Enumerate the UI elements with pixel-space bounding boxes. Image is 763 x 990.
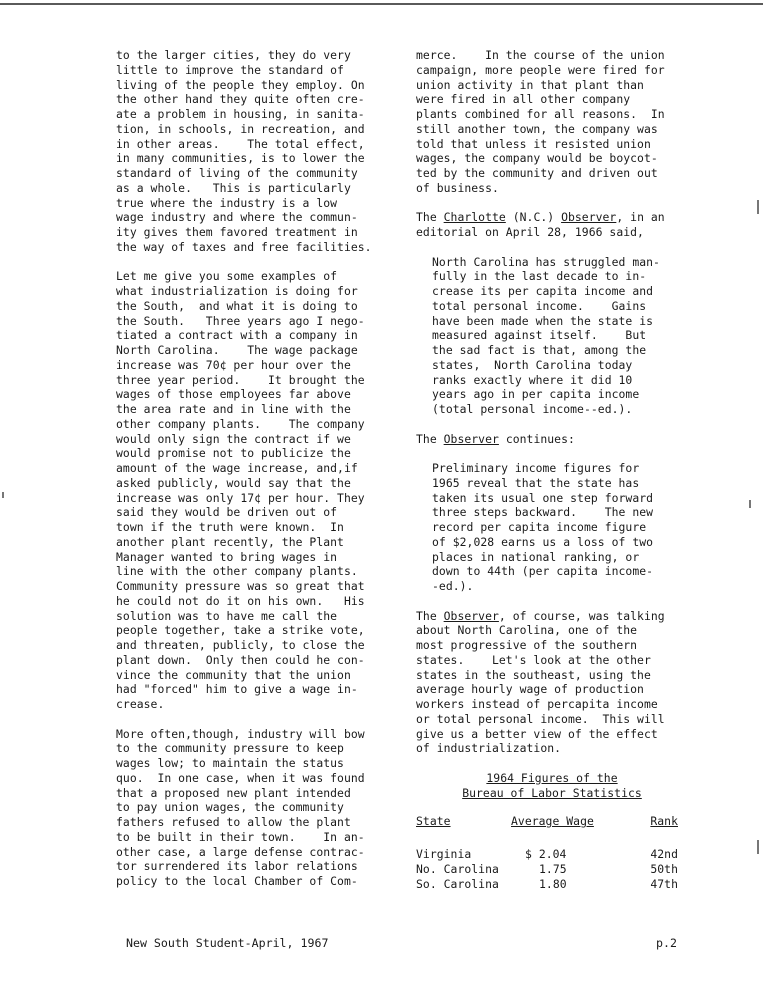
scan-mark [757, 840, 759, 854]
paragraph-observer-closing: The Observer, of course, was talking about North Carolina, one of the most progressive of the southern states. Let's look at the other states in the southeast, using the average hourly wage of production workers instead of percapita income or total personal income. This will give us a better view of the effect of industrialization. [416, 609, 688, 757]
text-line: most progressive of the southern [416, 638, 638, 652]
text-line: the South. Three years ago I nego- [116, 313, 365, 328]
text-line: what industrialization is doing for [116, 284, 358, 298]
text-line: give us a better view of the effect [416, 726, 658, 741]
paragraph-observer-continues: The Observer continues: [416, 431, 575, 446]
text-line: standard of living of the community [116, 166, 358, 180]
text-line: years ago in per capita income [432, 387, 640, 402]
text-line: the South, and what it is doing to [116, 298, 358, 313]
cell-state: No. Carolina [416, 862, 499, 876]
text-line: workers instead of percapita income [416, 697, 658, 711]
text-line: tion, in schools, in recreation, and [116, 121, 365, 136]
text-line: tiated a contract with a company in [116, 328, 358, 343]
text-line: solution was to have me call the [116, 608, 338, 623]
blockquote-editorial [416, 255, 688, 417]
text-line: states in the southeast, using the [416, 667, 651, 682]
text-line: union activity in that plant than [416, 77, 644, 92]
text-line: to the larger cities, they do very [116, 48, 351, 62]
text-line: the area rate and in line with the [116, 402, 351, 416]
text-line: merce. In the course of the union [416, 48, 665, 62]
cell-wage: 1.80 [539, 877, 567, 891]
text-line: of business. [416, 180, 499, 195]
table-row [416, 847, 688, 862]
text-line: three steps backward. The new [432, 505, 654, 520]
text-line: wages low; to maintain the status [116, 756, 344, 770]
quote-editorial-text [432, 255, 688, 417]
text-line: increase was 70¢ per hour over the [116, 357, 351, 372]
paragraph-observer-intro: The Charlotte (N.C.) Observer, in an editorial on April 28, 1966 said, [416, 210, 665, 239]
text-line: he could not do it on his own. His [116, 593, 365, 608]
text-line: were fired in all other company [416, 92, 631, 107]
text-line: said they would be driven out of [116, 505, 338, 520]
text-line: would promise not to publicize the [116, 446, 351, 461]
text-line: ranks exactly where it did 10 [432, 372, 633, 387]
text-line: to be built in their town. In an- [116, 829, 365, 844]
cell-rank: 42nd [650, 847, 678, 861]
text-line: North Carolina has struggled man- [432, 254, 660, 269]
text-line: ity gives them favored treatment in [116, 225, 358, 239]
text-line: wages, the company would be boycot- [416, 151, 658, 166]
text-line: people together, take a strike vote, [116, 623, 365, 638]
cell-state: Virginia [416, 847, 472, 861]
text-line: line with the other company plants. [116, 564, 358, 579]
quote-income-text [432, 461, 688, 594]
text-line: the sad fact is that, among the [432, 343, 647, 357]
text-line: of industrialization. [416, 741, 562, 756]
text-line: tor surrendered its labor relations [116, 859, 358, 874]
text-line: Community pressure was so great that [116, 579, 365, 593]
scan-mark [2, 492, 4, 498]
text-line: More often,though, industry will bow [116, 726, 365, 741]
text-line: that a proposed new plant intended [116, 785, 351, 800]
text-line: in other areas. The total effect, [116, 136, 365, 151]
text-line: Preliminary income figures for [432, 461, 640, 475]
text-line: asked publicly, would say that the [116, 475, 351, 490]
text-line: still another town, the company was [416, 121, 658, 136]
text-line: town if the truth were known. In [116, 520, 344, 534]
table-row [416, 862, 688, 877]
cell-wage: $ 2.04 [525, 847, 567, 861]
text-line: average hourly wage of production [416, 682, 644, 697]
text-line: plants combined for all reasons. In [416, 107, 665, 121]
table-row [416, 877, 688, 892]
text-line: other case, a large defense contrac- [116, 844, 365, 859]
newspaper-name-observer: Observer [561, 210, 617, 225]
text-line: quo. In one case, when it was found [116, 770, 365, 785]
scan-mark [757, 200, 759, 214]
text-line: of $2,028 earns us a loss of two [432, 534, 654, 549]
blockquote-income-figures [416, 461, 688, 594]
newspaper-name-charlotte: Charlotte [443, 210, 506, 225]
text-line: little to improve the standard of [116, 62, 344, 77]
text-line: taken its usual one step forward [432, 490, 654, 505]
text-line: the way of taxes and free facilities. [116, 239, 372, 254]
paragraph-more-often [116, 727, 386, 889]
text-line: in many communities, is to lower the [116, 151, 365, 166]
text-line: vince the community that the union [116, 667, 351, 682]
footer-publication: New South Student-April, 1967 [126, 936, 329, 950]
table-title: 1964 Figures of the Bureau of Labor Statistics [462, 770, 642, 800]
text-line: states. Let's look at the other [416, 652, 651, 667]
header-average-wage: Average Wage [511, 814, 594, 829]
text-line: (total personal income--ed.). [432, 402, 633, 416]
cell-rank: 50th [650, 862, 678, 876]
paragraph-examples [116, 269, 386, 712]
right-column [416, 48, 688, 892]
table-header-row [416, 814, 688, 847]
text-line: states, North Carolina today [432, 357, 633, 372]
text-line: have been made when the state is [432, 313, 654, 328]
text-line: about North Carolina, one of the [416, 623, 638, 638]
text-line: crease. [116, 697, 165, 711]
text-line: campaign, more people were fired for [416, 62, 665, 77]
top-rule [0, 3, 763, 5]
footer-page-number: p.2 [656, 936, 677, 950]
text-line: plant down. Only then could he con- [116, 652, 365, 667]
text-line: measured against itself. But [432, 328, 647, 343]
left-column [116, 48, 386, 904]
text-line: and threaten, publicly, to close the [116, 638, 365, 652]
text-line: 1965 reveal that the state has [432, 475, 640, 490]
header-rank: Rank [650, 814, 678, 829]
text-line: policy to the local Chamber of Com- [116, 874, 358, 888]
text-line: wages of those employees far above [116, 387, 351, 402]
text-line: ate a problem in housing, in sanita- [116, 107, 365, 121]
text-line: fully in the last decade to in- [432, 269, 647, 284]
text-line: would only sign the contract if we [116, 431, 351, 446]
text-line: Manager wanted to bring wages in [116, 549, 338, 564]
text-line: wage industry and where the commun- [116, 210, 358, 225]
text-line: had "forced" him to give a wage in- [116, 682, 358, 697]
header-state: State [416, 814, 451, 829]
cell-rank: 47th [650, 877, 678, 891]
cell-state: So. Carolina [416, 877, 499, 891]
text-line: down to 44th (per capita income- [432, 564, 654, 579]
cell-wage: 1.75 [539, 862, 567, 876]
text-line: to pay union wages, the community [116, 800, 344, 815]
text-line: Let me give you some examples of [116, 269, 338, 284]
paragraph-industry-effect [116, 48, 386, 255]
text-line: total personal income. Gains [432, 298, 647, 313]
text-line: to the community pressure to keep [116, 741, 344, 756]
text-line: increase was only 17¢ per hour. They [116, 490, 365, 505]
text-line: fathers refused to allow the plant [116, 815, 351, 829]
text-line: crease its per capita income and [432, 284, 654, 298]
text-line: ted by the community and driven out [416, 166, 658, 180]
text-line: living of the people they employ. On [116, 77, 365, 92]
text-line: other company plants. The company [116, 416, 365, 431]
scan-mark [749, 500, 751, 508]
text-line: true where the industry is a low [116, 195, 338, 210]
text-line: North Carolina. The wage package [116, 343, 358, 357]
text-line: amount of the wage increase, and,if [116, 461, 358, 475]
text-line: three year period. It brought the [116, 372, 365, 387]
text-line: or total personal income. This will [416, 711, 665, 726]
text-line: places in national ranking, or [432, 549, 640, 564]
text-line: another plant recently, the Plant [116, 534, 344, 549]
text-line: told that unless it resisted union [416, 136, 651, 151]
text-line: as a whole. This is particularly [116, 180, 351, 195]
wage-table [416, 814, 688, 892]
paragraph-merce [416, 48, 688, 196]
text-line: -ed.). [432, 579, 474, 593]
text-line: record per capita income figure [432, 520, 647, 534]
text-line: the other hand they quite often cre- [116, 92, 365, 107]
